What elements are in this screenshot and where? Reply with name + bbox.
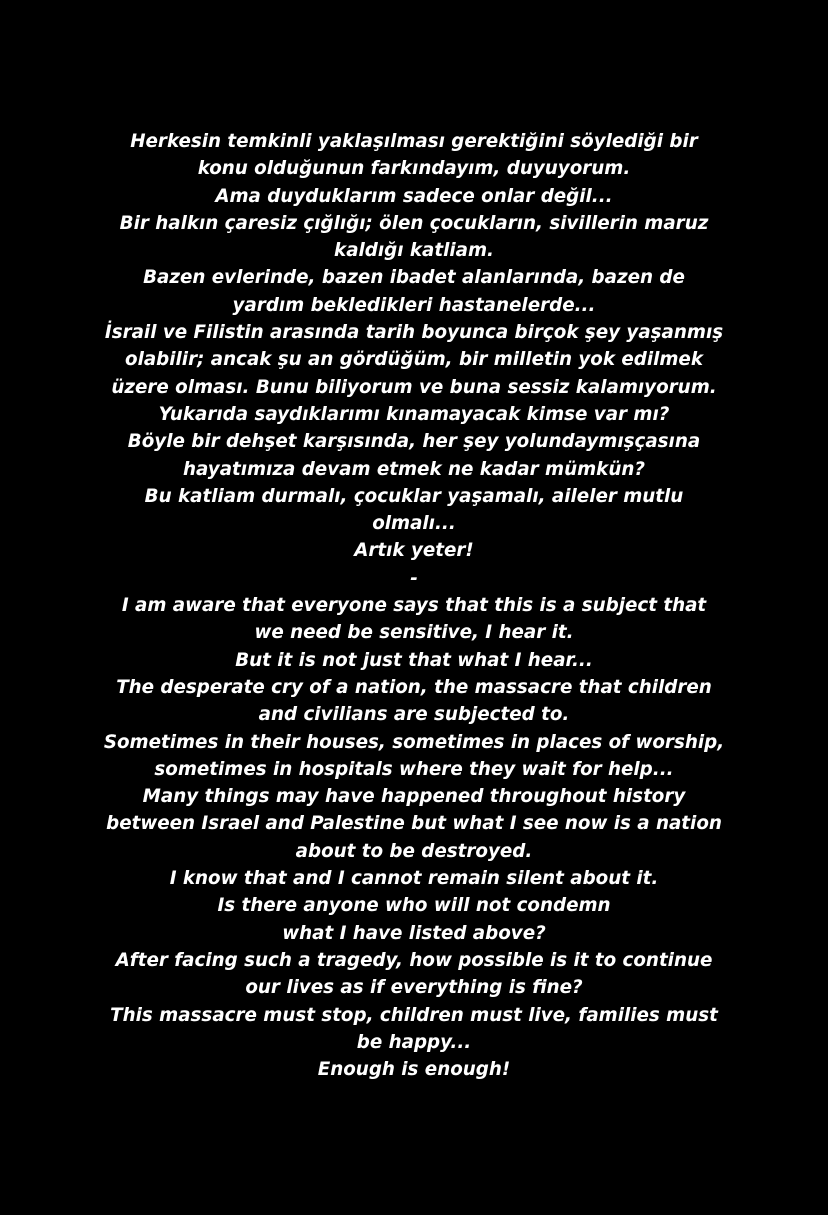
turkish-text-line: Yukarıda saydıklarımı kınamayacak kimse var mı?: [158, 403, 670, 425]
english-text-line: I know that and I cannot remain silent about it.: [169, 868, 659, 890]
english-text-line: be happy...: [356, 1031, 472, 1053]
english-text-line: between Israel and Palestine but what I see now is a nation: [106, 813, 722, 835]
turkish-text-line: Bir halkın çaresiz çığlığı; ölen çocukların, sivillerin maruz: [119, 212, 709, 234]
english-text-line: about to be destroyed.: [295, 840, 533, 862]
turkish-text-line: Bu katliam durmalı, çocuklar yaşamalı, aileler mutlu: [144, 485, 684, 507]
turkish-text-line: Bazen evlerinde, bazen ibadet alanlarında, bazen de: [143, 267, 685, 289]
turkish-text-line: İsrail ve Filistin arasında tarih boyunca birçok şey yaşanmış: [104, 322, 724, 344]
english-text-line: Is there anyone who will not condemn: [217, 895, 611, 917]
turkish-text-line: olabilir; ancak şu an gördüğüm, bir milletin yok edilmek: [125, 349, 703, 371]
english-text-line: I am aware that everyone says that this is a subject that: [121, 595, 707, 617]
statement-text-block: [0, 128, 828, 1083]
english-text-line: But it is not just that what I hear...: [235, 649, 593, 671]
english-text-line: The desperate cry of a nation, the massacre that children: [116, 676, 712, 698]
english-text-line: After facing such a tragedy, how possible is it to continue: [115, 949, 713, 971]
english-text-line: sometimes in hospitals where they wait for help...: [154, 758, 674, 780]
language-separator: -: [410, 567, 418, 589]
turkish-text-line: konu olduğunun farkındayım, duyuyorum.: [197, 158, 631, 180]
turkish-text-line: üzere olması. Bunu biliyorum ve buna sessiz kalamıyorum.: [111, 376, 717, 398]
english-text-line: Enough is enough!: [317, 1059, 511, 1081]
turkish-text-line: Artık yeter!: [354, 540, 474, 562]
english-text-line: Sometimes in their houses, sometimes in places of worship,: [103, 731, 725, 753]
english-text-line: our lives as if everything is fine?: [245, 977, 583, 999]
turkish-text-line: kaldığı katliam.: [334, 240, 494, 262]
english-text-line: what I have listed above?: [282, 922, 546, 944]
english-text-line: This massacre must stop, children must live, families must: [110, 1004, 718, 1026]
turkish-text-line: olmalı...: [372, 513, 456, 535]
turkish-text-line: Herkesin temkinli yaklaşılması gerektiğini söylediği bir: [130, 131, 698, 152]
english-text-line: Many things may have happened throughout history: [142, 786, 686, 808]
turkish-text-line: Ama duyduklarım sadece onlar değil...: [215, 185, 613, 207]
turkish-text-line: yardım bekledikleri hastanelerde...: [232, 294, 596, 316]
english-text-line: we need be sensitive, I hear it.: [254, 622, 574, 644]
english-text-line: and civilians are subjected to.: [258, 704, 570, 726]
turkish-text-line: Böyle bir dehşet karşısında, her şey yolundaymışçasına: [127, 431, 701, 453]
turkish-text-line: hayatımıza devam etmek ne kadar mümkün?: [183, 458, 645, 480]
